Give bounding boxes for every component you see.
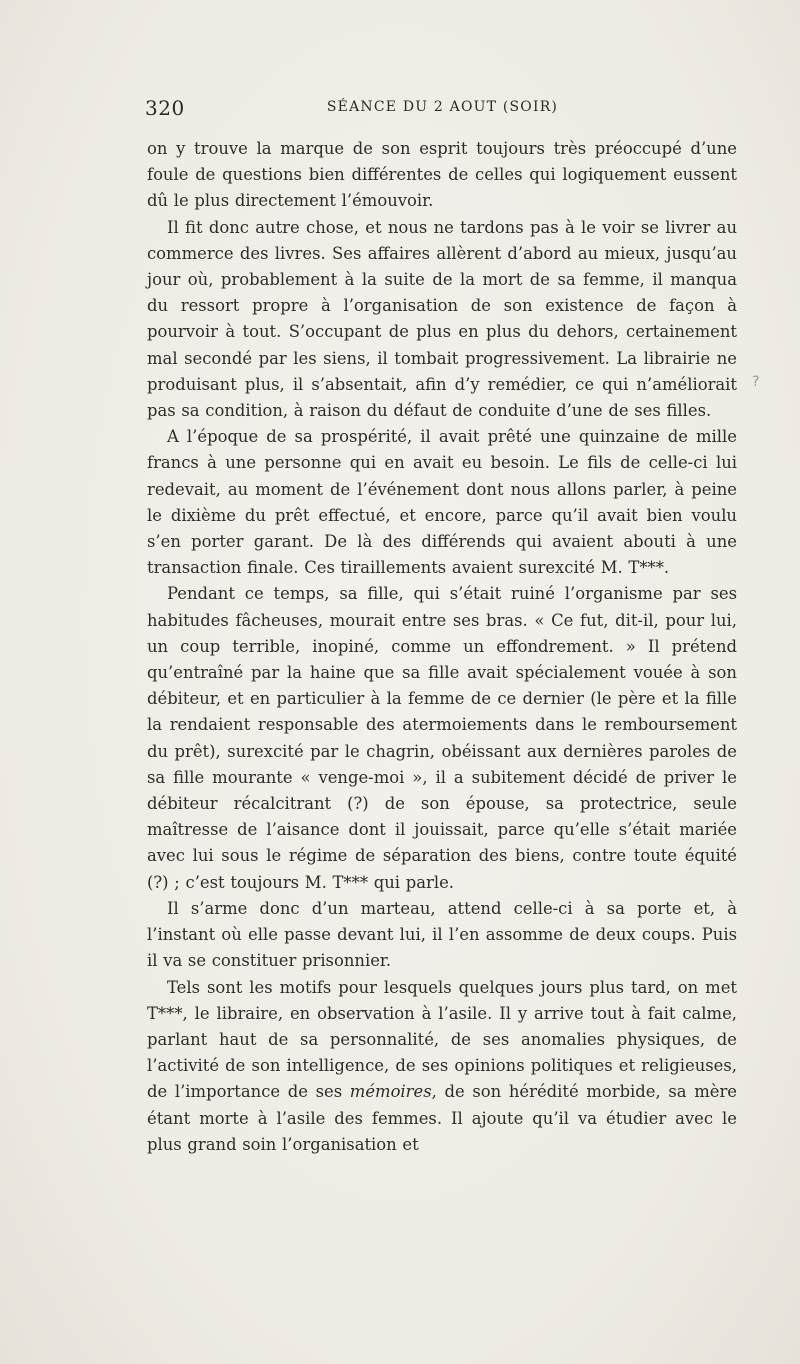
paragraph-2: Il fit donc autre chose, et nous ne tardons pas à le voir se livrer au commerce des livres. Ses affaires allèrent d’abord au mieux, jusqu’au jour où, probablement à la suite de la mort de sa femme, il manqua du ressort propre à l’organisation de son existence de façon à pourvoir à tout. S’occupant de plus en plus du dehors, certainement mal secondé par les siens, il tombait progressivement. La librairie ne produisant plus, il s’absentait, afin d’y remédier, ce qui n’améliorait pas sa condition, à raison du défaut de conduite d’une de ses filles.	[147, 217, 737, 421]
page-number: 320	[145, 96, 185, 120]
paragraph-1: on y trouve la marque de son esprit toujours très préoccupé d’une foule de questions bien différentes de celles qui logiquement eussent dû le plus directement l’émouvoir.	[147, 139, 737, 211]
body-text	[147, 136, 737, 1158]
paragraph-6-italic: mémoires	[349, 1082, 432, 1102]
paragraph-4: Pendant ce temps, sa fille, qui s’était ruiné l’organisme par ses habitudes fâcheuses, mourait entre ses bras. « Ce fut, dit-il, pour lui, un coup terrible, inopiné, comme un effondrement. » Il prétend qu’entraîné par la haine que sa fille avait spécialement vouée à son débiteur, et en particulier à la femme de ce dernier (le père et la fille la rendaient responsable des atermoiements dans le remboursement du prêt), surexcité par le chagrin, obéissant aux dernières paroles de sa fille mourante « venge-moi », il a subitement décidé de priver le débiteur récalcitrant (?) de son épouse, sa protectrice, seule maîtresse de l’aisance dont il jouissait, parce qu’elle s’était mariée avec lui sous le régime de séparation des biens, contre toute équité (?) ; c’est toujours M. T*** qui parle.	[147, 584, 737, 892]
paragraph-6-part-1: Tels sont les motifs pour lesquels quelques jours plus tard, on met T***, le libraire, en observation à l’asile. Il y arrive tout à fait calme, parlant haut de sa personnalité, de ses anomalies physiques, de l’activité de son intelligence, de ses opinions politiques et religieuses, de l’importance de ses	[147, 977, 737, 1102]
paragraph-6	[147, 975, 737, 1158]
margin-mark-right: ?	[752, 374, 760, 390]
running-head: SÉANCE DU 2 AOUT (SOIR)	[326, 99, 559, 115]
page-header	[145, 96, 740, 122]
paragraph-6-part-2: , de son hérédité morbide, sa mère étant morte à l’asile des femmes. Il ajoute qu’il va étudier avec le plus grand soin l’organisation et	[147, 1082, 737, 1154]
paragraph-3: A l’époque de sa prospérité, il avait prêté une quinzaine de mille francs à une personne qui en avait eu besoin. Le fils de celle-ci lui redevait, au moment de l’événement dont nous allons parler, à peine le dixième du prêt effectué, et encore, parce qu’il avait bien voulu s’en porter garant. De là des différends qui avaient abouti à une transaction finale. Ces tiraillements avaient surexcité M. T***.	[147, 427, 737, 578]
paragraph-5: Il s’arme donc d’un marteau, attend celle-ci à sa porte et, à l’instant où elle passe devant lui, il l’en assomme de deux coups. Puis il va se constituer prisonnier.	[147, 898, 737, 971]
